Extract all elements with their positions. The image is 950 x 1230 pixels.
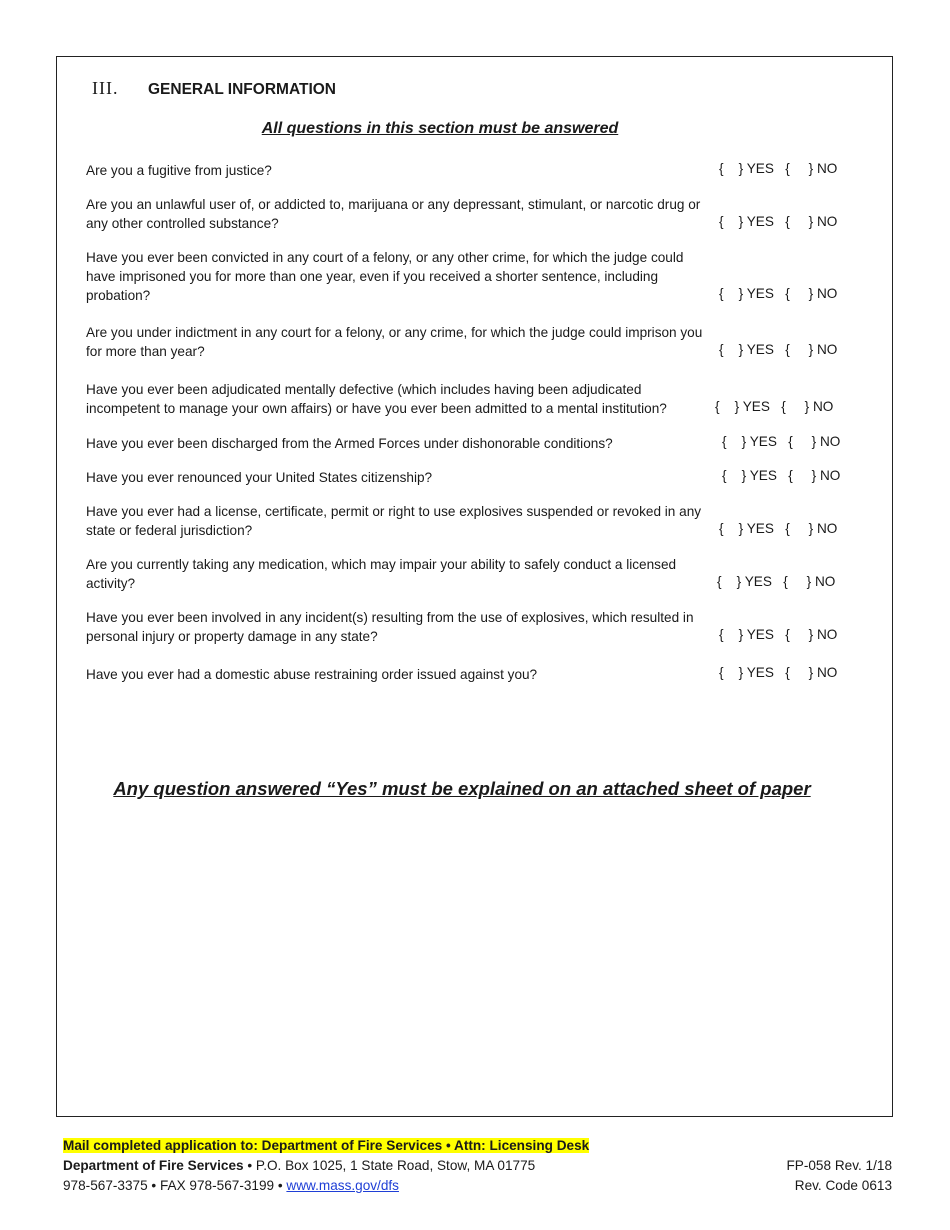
dept-name: Department of Fire Services — [63, 1158, 244, 1173]
question-5-options[interactable]: { } YES { } NO — [715, 399, 834, 414]
dept-address: • P.O. Box 1025, 1 State Road, Stow, MA 01775 — [243, 1158, 536, 1173]
question-7: Have you ever renounced your United States citizenship? — [86, 470, 433, 485]
question-1: Are you a fugitive from justice? — [86, 163, 272, 178]
question-9: Are you currently taking any medication, which may impair your ability to safely conduct a licensed activity? — [86, 557, 677, 591]
question-1-options[interactable]: { } YES { } NO — [719, 161, 838, 176]
question-6-options[interactable]: { } YES { } NO — [722, 434, 841, 449]
question-4-options[interactable]: { } YES { } NO — [719, 342, 838, 357]
question-10-options[interactable]: { } YES { } NO — [719, 627, 838, 642]
question-3: Have you ever been convicted in any court of a felony, or any other crime, for which the judge could have imprisoned you for more than one year, even if you received a shorter sentence, including probation? — [86, 250, 684, 303]
rev-code: Rev. Code 0613 — [794, 1178, 892, 1193]
question-8-options[interactable]: { } YES { } NO — [719, 521, 838, 536]
section-instruction: All questions in this section must be answered — [261, 120, 619, 137]
section-header — [92, 78, 336, 99]
footer-contact — [63, 1136, 589, 1196]
question-8: Have you ever had a license, certificate, permit or right to use explosives suspended or revoked in any state or federal jurisdiction? — [86, 504, 702, 538]
yes-explanation-note: Any question answered “Yes” must be explained on an attached sheet of paper — [113, 778, 811, 799]
question-11: Have you ever had a domestic abuse restraining order issued against you? — [86, 667, 538, 682]
question-10: Have you ever been involved in any incident(s) resulting from the use of explosives, which resulted in personal injury or property damage in any state? — [86, 610, 694, 644]
question-7-options[interactable]: { } YES { } NO — [722, 468, 841, 483]
question-4: Are you under indictment in any court for a felony, or any crime, for which the judge could imprison you for more than year? — [86, 325, 703, 359]
question-9-options[interactable]: { } YES { } NO — [717, 574, 836, 589]
question-6: Have you ever been discharged from the Armed Forces under dishonorable conditions? — [86, 436, 613, 451]
section-title: GENERAL INFORMATION — [148, 81, 337, 98]
mail-instruction: Mail completed application to: Department of Fire Services • Attn: Licensing Desk — [63, 1138, 590, 1153]
phone-fax: 978-567-3375 • FAX 978-567-3199 • — [63, 1178, 287, 1193]
question-2-options[interactable]: { } YES { } NO — [719, 214, 838, 229]
form-revision — [786, 1156, 892, 1196]
question-3-options[interactable]: { } YES { } NO — [719, 286, 838, 301]
question-11-options[interactable]: { } YES { } NO — [719, 665, 838, 680]
section-numeral: III. — [92, 78, 119, 98]
form-rev: FP-058 Rev. 1/18 — [786, 1158, 892, 1173]
website-link[interactable]: www.mass.gov/dfs — [286, 1178, 399, 1193]
question-5: Have you ever been adjudicated mentally defective (which includes having been adjudicated incompetent to manage your own affairs) or have you ever been admitted to a mental institution? — [86, 382, 667, 416]
question-2: Are you an unlawful user of, or addicted to, marijuana or any depressant, stimulant, or narcotic drug or any other controlled substance? — [86, 197, 701, 231]
